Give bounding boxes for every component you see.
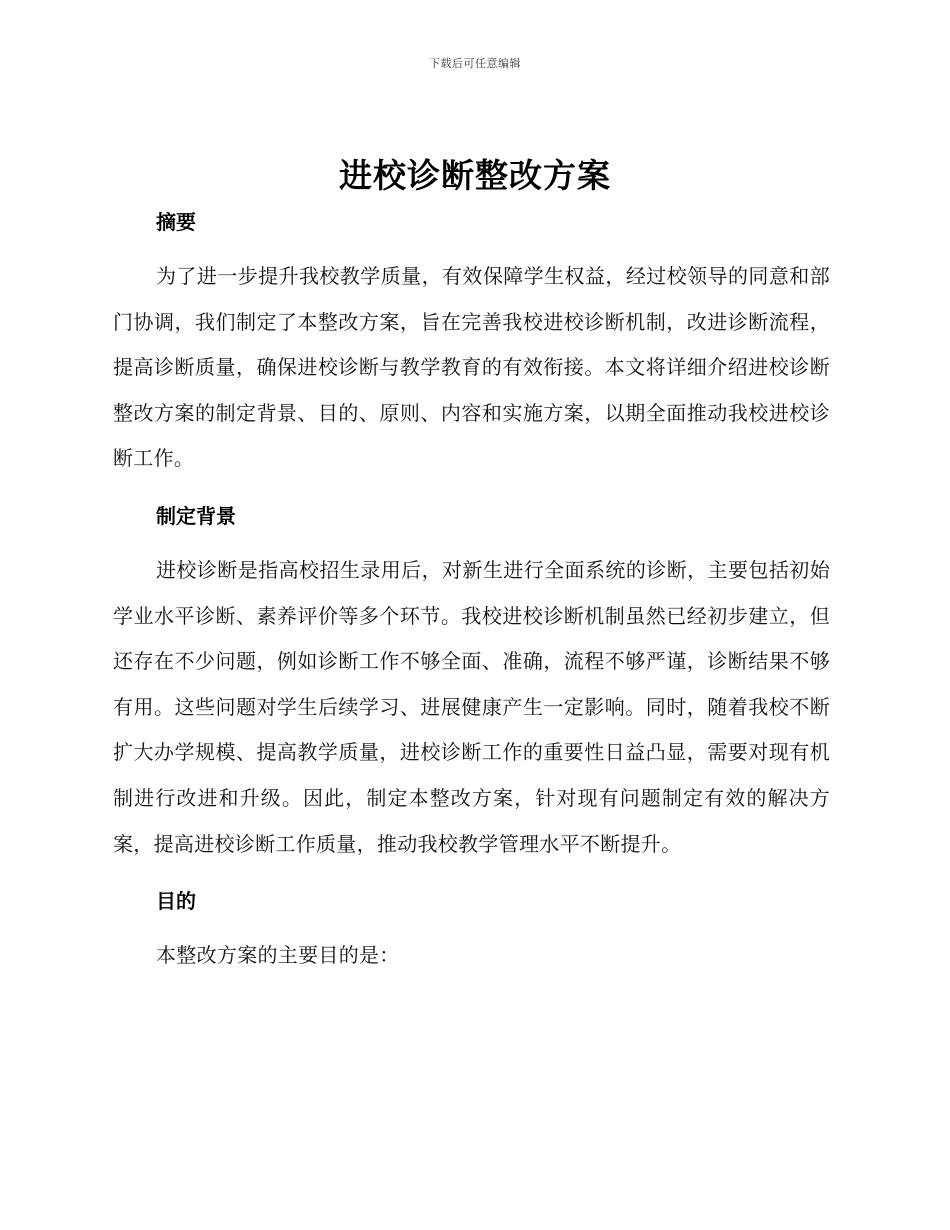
document-body <box>113 200 830 979</box>
paragraph-purpose: 本整改方案的主要目的是： <box>156 943 400 968</box>
section-heading-background: 制定背景 <box>156 503 236 528</box>
section-heading-purpose: 目的 <box>156 889 196 914</box>
header-note: 下载后可任意编辑 <box>429 57 521 70</box>
section-purpose <box>113 879 830 979</box>
paragraph-abstract: 为了进一步提升我校教学质量，有效保障学生权益，经过校领导的同意和部门协调，我们制定了本整改方案，旨在完善我校进校诊断机制，改进诊断流程，提高诊断质量，确保进校诊断与教学教育的有效衔接。本文将详细介绍进校诊断整改方案的制定背景、目的、原则、内容和实施方案，以期全面推动我校进校诊断工作。 <box>113 264 830 471</box>
document-title: 进校诊断整改方案 <box>339 156 611 195</box>
paragraph-background: 进校诊断是指高校招生录用后，对新生进行全面系统的诊断，主要包括初始学业水平诊断、素养评价等多个环节。我校进校诊断机制虽然已经初步建立，但还存在不少问题，例如诊断工作不够全面、准确，流程不够严谨，诊断结果不够有用。这些问题对学生后续学习、进展健康产生一定影响。同时，随着我校不断扩大办学规模、提高教学质量，进校诊断工作的重要性日益凸显，需要对现有机制进行改进和升级。因此，制定本整改方案，针对现有问题制定有效的解决方案，提高进校诊断工作质量，推动我校教学管理水平不断提升。 <box>113 557 830 856</box>
section-background <box>113 494 830 867</box>
section-abstract <box>113 200 830 482</box>
section-heading-abstract: 摘要 <box>156 210 196 234</box>
